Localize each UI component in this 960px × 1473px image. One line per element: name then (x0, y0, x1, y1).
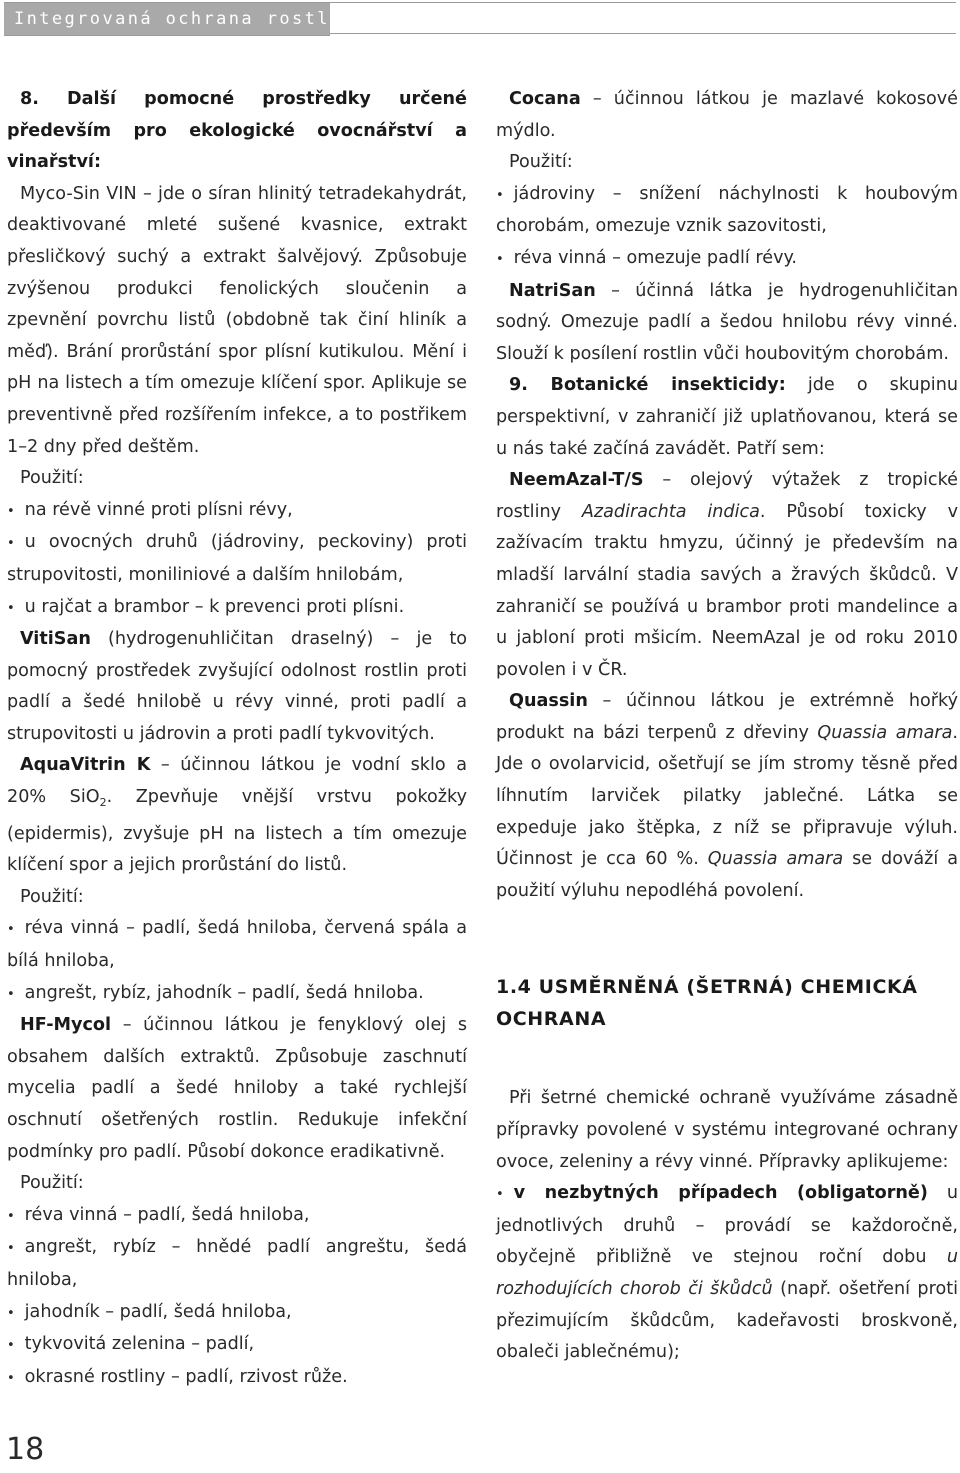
section-9-paragraph (496, 370, 958, 465)
section-8-number: 8. (20, 89, 68, 109)
natrisan-text: – účinná látka je hydrogenuhličitan sodný. Omezuje padlí a šedou hnilobu révy vinné. Slouží k posílení rostlin vůči houbovitým chorobám. (496, 280, 958, 364)
hf-mycol-name: HF-Mycol (20, 1015, 112, 1036)
cocana-text: – účinnou látkou je mazlavé kokosové mýdlo. (496, 89, 958, 141)
vitisan-name: VitiSan (20, 629, 91, 650)
species-name: Azadirachta indica (581, 501, 760, 522)
obligatory-paragraph (496, 1178, 958, 1369)
quassin-text: – účinnou látkou je extrémně hořký produkt na bázi terpenů z dřeviny (496, 691, 958, 743)
use-label: Použití: (20, 1173, 84, 1194)
list-item: • réva vinná – padlí, šedá hniloba, (7, 1200, 467, 1233)
list-item: • u ovocných druhů (jádroviny, peckoviny) proti strupovitosti, moniliniové a dalším hnilobám, (7, 527, 467, 591)
section-8-heading (7, 84, 467, 179)
aquavitrin-text: – účinnou látkou je vodní sklo a 20% SiO (7, 755, 467, 808)
list-item: • jahodník – padlí, šedá hniloba, (7, 1297, 467, 1330)
aquavitrin-name: AquaVitrin K (20, 755, 151, 776)
section-heading-1-4: 1.4 USMĚRNĚNÁ (ŠETRNÁ) CHEMICKÁ OCHRANA (496, 976, 918, 1031)
natrisan-name: NatriSan (509, 280, 596, 301)
intro-paragraph: Při šetrné chemické ochraně využíváme zásadně přípravky povolené v systému integrované ochrany ovoce, zeleniny a révy vinné. Přípravky aplikujeme: (496, 1088, 958, 1172)
subscript: 2 (99, 796, 107, 810)
section-9-number: 9. (509, 375, 551, 396)
obligatory-text-cont: (např. ošetření proti přezimujícím škůdcům, kadeřavosti broskvoně, obaleči jablečnému); (496, 1279, 958, 1363)
myco-sin-name: Myco-Sin VIN (20, 183, 137, 204)
neemazal-name: NeemAzal-T/S (509, 470, 644, 491)
obligatory-text: u jednotlivých druhů – provádí se každoročně, obyčejně přibližně ve stejnou roční dobu (496, 1183, 958, 1268)
species-name: Quassia amara (817, 722, 953, 743)
quassin-name: Quassin (509, 691, 588, 712)
section-9-title: Botanické insekticidy: (550, 375, 786, 396)
quassin-text-end: se dováží a použití výluhu nepodléhá povolení. (496, 849, 958, 901)
myco-sin-text: – jde o síran hlinitý tetradekahydrát, deaktivované mleté sušené kvasnice, extrakt přesličkový suchý a extrakt šalvějový. Způsobuje zvýšenou produkci fenolických sloučenin a zpevnění povrchu listů (obdobně tak činí hliník a měď). Brání prorůstání spor plísní kutikulou. Mění i pH na listech a tím omezuje klíčení spor. Aplikuje se preventivně před rozšířením infekce, a to postřikem 1–2 dny před deštěm. (7, 183, 467, 457)
use-label: Použití: (20, 886, 84, 907)
list-item: • angrešt, rybíz – hnědé padlí angreštu, šedá hniloba, (7, 1232, 467, 1296)
neemazal-text: – olejový výtažek z tropické rostliny (496, 470, 958, 522)
neemazal-paragraph (496, 465, 958, 686)
use-label: Použití: (509, 152, 573, 173)
aquavitrin-text-cont: . Zpevňuje vnější vrstvu pokožky (epidermis), zvyšuje pH na listech a tím omezuje klíčení spor a jejich prorůstání do listů. (7, 787, 467, 876)
species-name: Quassia amara (707, 849, 844, 870)
list-item: • na révě vinné proti plísni révy, (7, 495, 467, 528)
cocana-name: Cocana (509, 89, 581, 109)
left-column (7, 84, 467, 1394)
list-item: • réva vinná – omezuje padlí révy. (496, 243, 958, 276)
neemazal-text-cont: . Působí toxicky v zažívacím traktu hmyzu, účinný je především na mladší larvální stadia savých a žravých škůdců. V zahraničí se používá u brambor proti mandelince a u jabloní proti mšicím. NeemAzal je od roku 2010 povolen i v ČR. (496, 501, 958, 680)
obligatory-italic: u rozhodujících chorob či škůdců (496, 1247, 958, 1299)
quassin-paragraph (496, 686, 958, 907)
cocana-paragraph (496, 84, 958, 147)
vitisan-text: (hydrogenuhličitan draselný) – je to pomocný prostředek zvyšující odolnost rostlin proti padlí a šedé hnilobě u révy vinné, proti padlí a strupovitosti u jádrovin a proti padlí tykvovitých. (7, 629, 467, 744)
header-title: Integrovaná ochrana rostlin (14, 9, 356, 29)
hf-mycol-text: – účinnou látkou je fenyklový olej s obsahem dalších extraktů. Způsobuje zaschnutí mycelia padlí a šedé hniloby a také rychlejší oschnutí ošetřených rostlin. Redukuje infekční podmínky pro padlí. Působí dokonce eradikativně. (7, 1015, 467, 1162)
list-item: • okrasné rostliny – padlí, rzivost růže. (7, 1362, 467, 1395)
list-item: • réva vinná – padlí, šedá hniloba, červená spála a bílá hniloba, (7, 913, 467, 977)
vitisan-paragraph (7, 624, 467, 750)
obligatory-term: v nezbytných případech (obligatorně) (513, 1183, 928, 1204)
aquavitrin-paragraph (7, 750, 467, 881)
natrisan-paragraph (496, 276, 958, 371)
list-item: • tykvovitá zelenina – padlí, (7, 1329, 467, 1362)
right-column (496, 84, 958, 1369)
running-header (4, 2, 356, 36)
list-item: • u rajčat a brambor – k prevenci proti plísni. (7, 592, 467, 625)
section-9-text: jde o skupinu perspektivní, v zahraničí již uplatňovanou, která se u nás také začíná zavádět. Patří sem: (496, 375, 958, 459)
list-item: • jádroviny – snížení náchylnosti k houbovým chorobám, omezuje vznik sazovitosti, (496, 179, 958, 243)
list-item: • angrešt, rybíz, jahodník – padlí, šedá hniloba. (7, 978, 467, 1011)
hf-mycol-paragraph (7, 1010, 467, 1168)
header-rule (330, 2, 956, 34)
section-8-title: Další pomocné prostředky určené především pro ekologické ovocnářství a vinařství: (7, 89, 467, 173)
page-number: 18 (6, 1432, 45, 1467)
use-label: Použití: (20, 468, 84, 489)
quassin-text-cont: . Jde o ovolarvicid, ošetřují se jím stromy těsně před líhnutím larviček pilatky jablečné. Látka se expeduje jako štěpka, z níž se připravuje výluh. Účinnost je cca 60 %. (496, 722, 959, 870)
myco-sin-paragraph (7, 179, 467, 463)
